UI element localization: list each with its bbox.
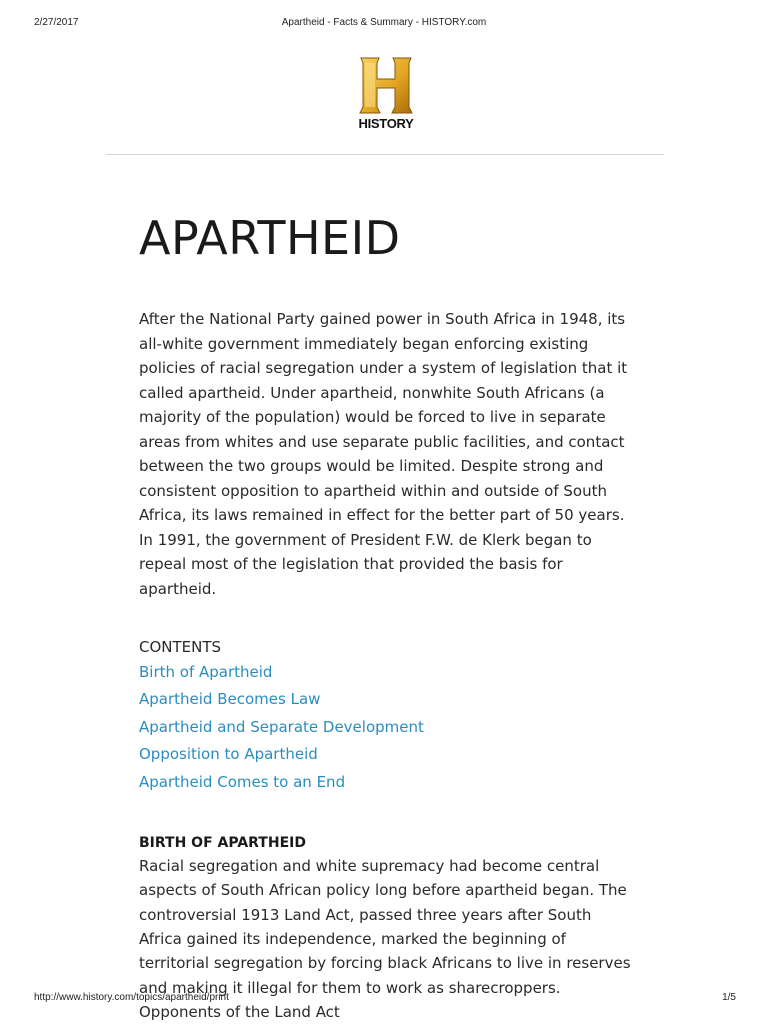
article-intro: After the National Party gained power in South Africa in 1948, its all-white government immediately began enforcing existing policies of racial segregation under a system of legislation that it called apartheid. Under apartheid, nonwhite South Africans (a majority of the population) would be forced to live in separate areas from whites and use separate public facilities, and contact between the two groups would be limited. Despite strong and consistent opposition to apartheid within and outside of South Africa, its laws remained in effect for the better part of 50 years. In 1991, the government of President F.W. de Klerk began to repeal most of the legislation that provided the basis for apartheid. [139,310,628,598]
print-url: http://www.history.com/topics/apartheid/print [34,992,229,1003]
print-date: 2/27/2017 [34,17,79,28]
print-page-number: 1/5 [722,992,736,1003]
section-heading: BIRTH OF APARTHEID [139,835,306,852]
history-wordmark: HISTORY [358,116,414,131]
contents-heading: CONTENTS [139,638,222,656]
toc-link-opposition[interactable]: Opposition to Apartheid [139,745,318,764]
article-title: APARTHEID [139,211,401,265]
section-body: Racial segregation and white supremacy had become central aspects of South African policy long before apartheid began. The controversial 1913 Land Act, passed three years after South Africa gained its independence, marked the beginning of territorial segregation by forcing black Africans to live in reserves and making it illegal for them to work as sharecroppers. Opponents of the Land Act [139,857,631,1021]
history-logo[interactable] [349,55,423,135]
history-h-logo-icon [349,55,423,117]
toc-link-separate-development[interactable]: Apartheid and Separate Development [139,717,424,736]
print-footer [0,992,768,1006]
print-page-title: Apartheid - Facts & Summary - HISTORY.com [281,17,487,28]
toc-link-comes-to-an-end[interactable]: Apartheid Comes to an End [139,772,346,791]
table-of-contents [139,659,631,796]
header-divider [106,154,664,155]
print-header [0,17,768,31]
toc-link-apartheid-becomes-law[interactable]: Apartheid Becomes Law [139,690,321,709]
toc-link-birth-of-apartheid[interactable]: Birth of Apartheid [139,663,273,681]
article [139,205,631,1024]
